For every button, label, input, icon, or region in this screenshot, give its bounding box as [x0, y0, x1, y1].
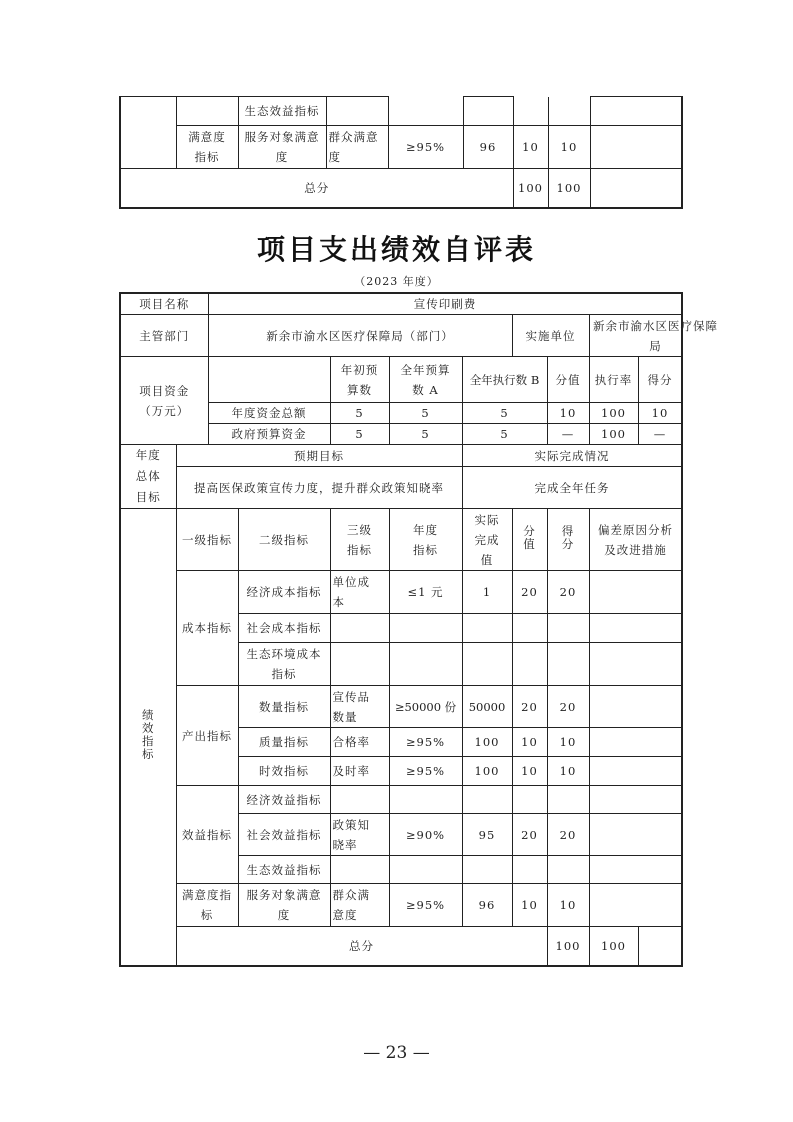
score-value [512, 856, 547, 884]
funds-score-value: — [547, 424, 589, 445]
impl-value [589, 315, 718, 357]
col-remark [589, 509, 682, 571]
level2: 社会成本指标 [238, 614, 330, 643]
score: 20 [547, 814, 589, 856]
remark [589, 571, 682, 614]
goals-expected-label: 预期目标 [176, 445, 462, 467]
level3 [330, 786, 389, 814]
funds-executed: 5 [462, 403, 547, 424]
remark [589, 728, 682, 757]
col-actual [462, 509, 512, 571]
funds-col-rate: 执行率 [589, 357, 638, 403]
score-value: 10 [512, 884, 547, 927]
fragment-level2: 生态效益指标 [238, 97, 326, 126]
fragment-level1 [176, 126, 238, 169]
funds-row-name: 年度资金总额 [208, 403, 330, 424]
goals-expected: 提高医保政策宣传力度，提升群众政策知晓率 [176, 467, 462, 509]
actual [462, 643, 512, 686]
fragment-total-remark [590, 169, 682, 208]
score: 10 [547, 757, 589, 786]
col-remark-text: 偏差原因分析及改进措施 [598, 522, 673, 557]
funds-col-score: 得分 [638, 357, 682, 403]
goals-header-row [120, 445, 682, 467]
department-row [120, 315, 682, 357]
indicator-row [120, 686, 682, 728]
fragment-total-row [120, 169, 682, 208]
total-remark [638, 927, 682, 966]
target: ≤1 元 [389, 571, 462, 614]
fragment-level2-satisfaction [238, 126, 326, 169]
funds-annual: 5 [389, 424, 462, 445]
funds-col-initial [330, 357, 389, 403]
level2-text: 服务对象满意度 [246, 888, 322, 922]
fragment-level1-empty [176, 97, 238, 126]
funds-score: 10 [638, 403, 682, 424]
score [547, 643, 589, 686]
fragment-actual: 96 [463, 126, 513, 169]
level2: 经济成本指标 [238, 571, 330, 614]
funds-col-score-value: 分值 [547, 357, 589, 403]
fragment-remark-empty [590, 97, 682, 126]
funds-label-line1: 项目资金 [139, 383, 190, 398]
level3-text: 宣传品数量 [332, 689, 370, 724]
col-level3-text: 三级指标 [347, 522, 372, 557]
dept-label: 主管部门 [120, 315, 208, 357]
fragment-total-score: 100 [548, 169, 590, 208]
goals-actual: 完成全年任务 [462, 467, 682, 509]
fragment-level3 [326, 126, 388, 169]
level2: 时效指标 [238, 757, 330, 786]
actual [462, 614, 512, 643]
funds-col-initial-text: 年初预算数 [340, 362, 379, 397]
total-label: 总分 [176, 927, 547, 966]
score-value [512, 643, 547, 686]
level3-text: 单位成本 [332, 575, 370, 609]
goals-label-text: 年度总体目标 [135, 448, 161, 504]
score-value [512, 614, 547, 643]
level1-output: 产出指标 [176, 686, 238, 786]
funds-col-annual-text: 全年预算数 A [400, 362, 451, 397]
score [547, 856, 589, 884]
score: 20 [547, 686, 589, 728]
remark [589, 757, 682, 786]
level2: 经济效益指标 [238, 786, 330, 814]
funds-col-annual [389, 357, 462, 403]
evaluation-table [119, 292, 718, 967]
target [389, 786, 462, 814]
fragment-score-empty [548, 97, 590, 126]
fragment-target: ≥95% [388, 126, 463, 169]
funds-score-value: 10 [547, 403, 589, 424]
remark [589, 614, 682, 643]
funds-col-executed: 全年执行数 B [462, 357, 547, 403]
funds-annual: 5 [389, 403, 462, 424]
actual: 95 [462, 814, 512, 856]
score-value: 10 [512, 728, 547, 757]
level2 [238, 643, 330, 686]
level3 [330, 814, 389, 856]
remark [589, 643, 682, 686]
col-level2: 二级指标 [238, 509, 330, 571]
col-target [389, 509, 462, 571]
fragment-level1-text: 满意度指标 [188, 130, 226, 164]
score: 20 [547, 571, 589, 614]
indicators-section-label [120, 509, 176, 966]
col-score-value-text: 分值 [523, 524, 536, 551]
indicator-row [120, 786, 682, 814]
target [389, 614, 462, 643]
remark [589, 884, 682, 927]
indicator-row [120, 884, 682, 927]
level2: 社会效益指标 [238, 814, 330, 856]
fragment-level3-empty [326, 97, 388, 126]
level3-text: 政策知晓率 [332, 817, 370, 852]
goals-actual-label: 实际完成情况 [462, 445, 682, 467]
level1-cost: 成本指标 [176, 571, 238, 686]
impl-label: 实施单位 [512, 315, 589, 357]
target: ≥90% [389, 814, 462, 856]
page-subtitle: （2023 年度） [354, 275, 439, 288]
col-level1: 一级指标 [176, 509, 238, 571]
level1-benefit: 效益指标 [176, 786, 238, 884]
actual: 100 [462, 757, 512, 786]
remark [589, 856, 682, 884]
indicators-header-row [120, 509, 682, 571]
fragment-row-ecological [120, 97, 682, 126]
col-score-value [512, 509, 547, 571]
level3: 及时率 [330, 757, 389, 786]
total-score-value: 100 [547, 927, 589, 966]
level2: 数量指标 [238, 686, 330, 728]
fragment-section-cell [120, 97, 176, 169]
fragment-actual-empty [463, 97, 513, 126]
level3 [330, 643, 389, 686]
previous-table-fragment [119, 96, 683, 209]
fragment-total-score-value: 100 [513, 169, 548, 208]
target [389, 643, 462, 686]
target: ≥50000 份 [389, 686, 462, 728]
fragment-target-empty [388, 97, 463, 126]
score-value: 20 [512, 814, 547, 856]
fragment-level3-text: 群众满意度 [328, 130, 379, 164]
level2: 生态效益指标 [238, 856, 330, 884]
score-value: 20 [512, 686, 547, 728]
funds-score: — [638, 424, 682, 445]
indicators-section-text: 绩效指标 [142, 708, 155, 762]
level3 [330, 686, 389, 728]
remark [589, 686, 682, 728]
level1-satisfaction-text: 满意度指标 [182, 888, 232, 922]
funds-header-row [120, 357, 682, 403]
remark [589, 814, 682, 856]
page-number: — 23 — [363, 1043, 430, 1063]
fragment-score-value: 10 [513, 126, 548, 169]
col-actual-text: 实际完成值 [474, 512, 500, 567]
actual: 100 [462, 728, 512, 757]
col-score-text: 得分 [561, 524, 575, 551]
actual: 1 [462, 571, 512, 614]
indicator-row [120, 571, 682, 614]
fragment-score-value-empty [513, 97, 548, 126]
actual: 96 [462, 884, 512, 927]
project-name-row [120, 293, 682, 315]
actual: 50000 [462, 686, 512, 728]
level3: 合格率 [330, 728, 389, 757]
page-title: 项目支出绩效自评表 [256, 233, 536, 266]
score-value: 20 [512, 571, 547, 614]
remark [589, 786, 682, 814]
funds-rate: 100 [589, 424, 638, 445]
goals-label [120, 445, 176, 509]
col-score [547, 509, 589, 571]
total-row [120, 927, 682, 966]
project-name-label: 项目名称 [120, 293, 208, 315]
funds-rate: 100 [589, 403, 638, 424]
level2: 质量指标 [238, 728, 330, 757]
actual [462, 786, 512, 814]
funds-executed: 5 [462, 424, 547, 445]
col-level3 [330, 509, 389, 571]
fragment-row-satisfaction [120, 126, 682, 169]
actual [462, 856, 512, 884]
score-value: 10 [512, 757, 547, 786]
target: ≥95% [389, 884, 462, 927]
level1-satisfaction [176, 884, 238, 927]
col-target-text: 年度指标 [413, 522, 438, 557]
level3 [330, 614, 389, 643]
dept-value: 新余市渝水区医疗保障局（部门） [208, 315, 512, 357]
score: 10 [547, 728, 589, 757]
level3 [330, 856, 389, 884]
target: ≥95% [389, 757, 462, 786]
level2 [238, 884, 330, 927]
level3 [330, 571, 389, 614]
project-name-value: 宣传印刷费 [208, 293, 682, 315]
total-score: 100 [589, 927, 638, 966]
funds-initial: 5 [330, 403, 389, 424]
fragment-level2-text: 服务对象满意度 [244, 130, 320, 164]
fragment-score: 10 [548, 126, 590, 169]
funds-row-name: 政府预算资金 [208, 424, 330, 445]
funds-label [120, 357, 208, 445]
funds-name-header-empty [208, 357, 330, 403]
level3-text: 群众满意度 [332, 888, 370, 922]
target [389, 856, 462, 884]
target: ≥95% [389, 728, 462, 757]
impl-value-text: 新余市渝水区医疗保障局 [593, 318, 718, 353]
goals-content-row [120, 467, 682, 509]
fragment-total-label: 总分 [120, 169, 513, 208]
score [547, 786, 589, 814]
level2-text: 生态环境成本指标 [246, 647, 322, 681]
fragment-remark [590, 126, 682, 169]
score-value [512, 786, 547, 814]
funds-label-line2: （万元） [139, 403, 190, 418]
score [547, 614, 589, 643]
level3 [330, 884, 389, 927]
funds-initial: 5 [330, 424, 389, 445]
score: 10 [547, 884, 589, 927]
